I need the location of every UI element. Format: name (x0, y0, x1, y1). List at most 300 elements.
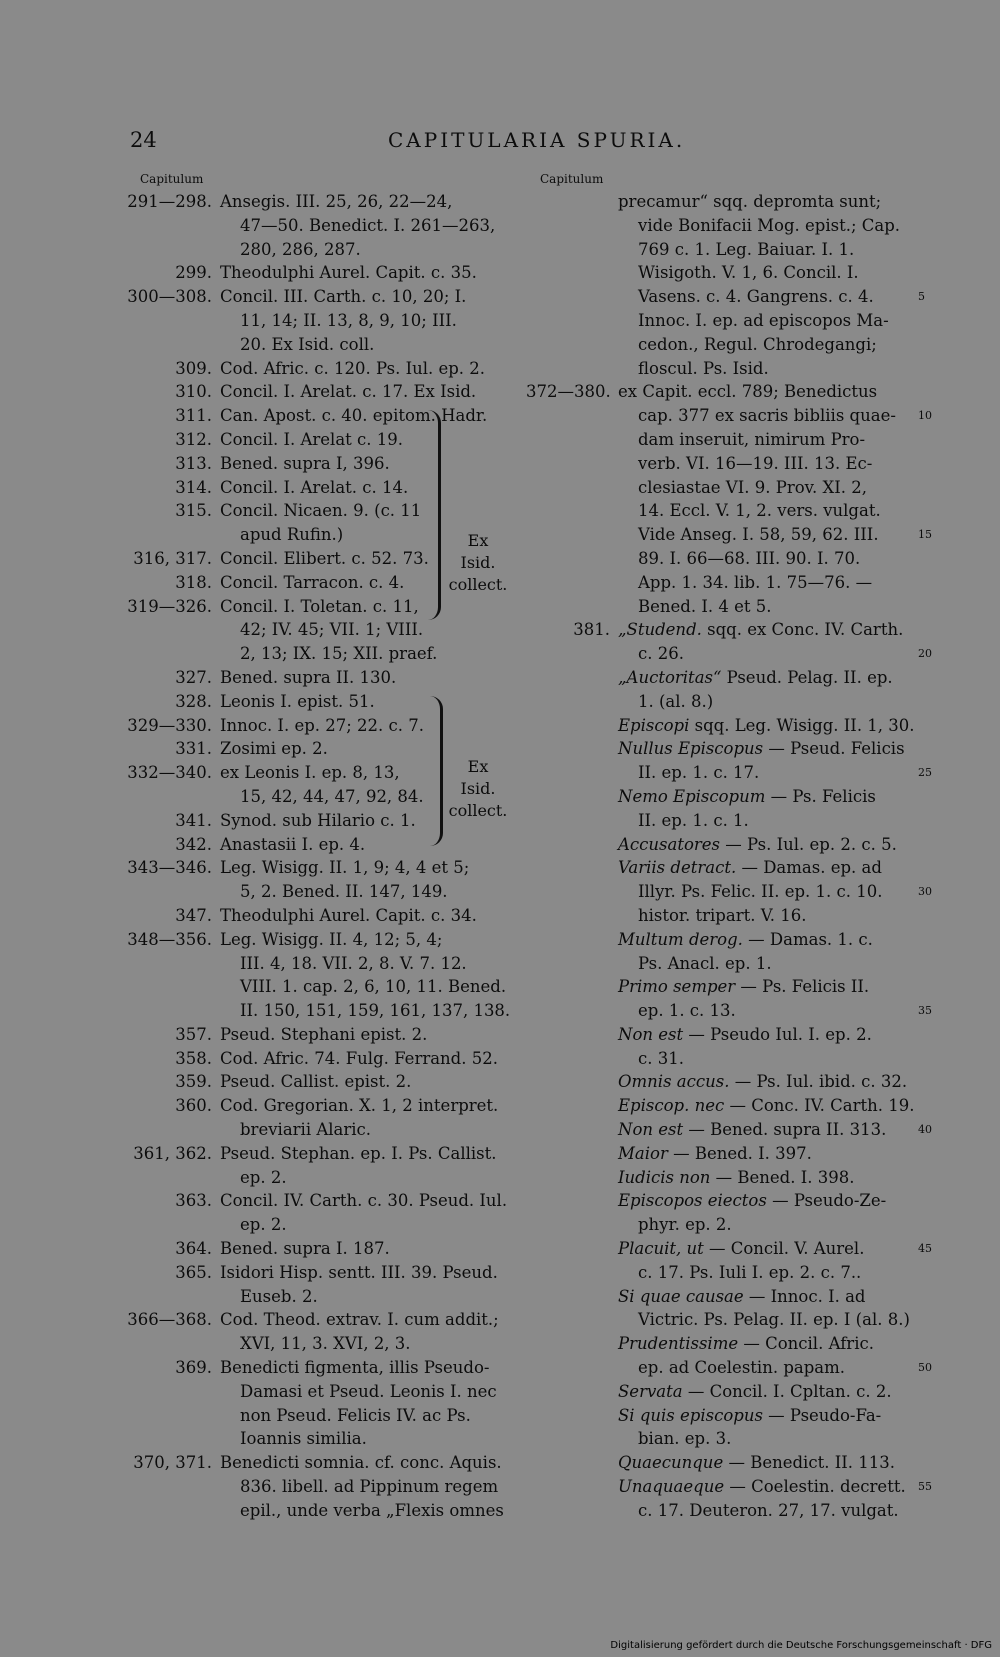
entry-line: ep. ad Coelestin. papam. (638, 1358, 846, 1378)
entry-line: Multum derog. — Damas. 1. c. (618, 929, 873, 949)
entry-line: Ansegis. III. 25, 26, 22—24, (220, 192, 453, 211)
margin-line-number (918, 190, 932, 214)
entry-text (618, 1166, 918, 1190)
margin-line-number (918, 1094, 932, 1118)
entry-line: Placuit, ut — Concil. V. Aurel. (618, 1239, 865, 1259)
entry-text (618, 1475, 918, 1523)
entry-number: 312. (175, 429, 212, 449)
entry-number: 332—340. (127, 763, 212, 783)
entry (0, 928, 520, 1023)
entry-line: Maior — Bened. I. 397. (618, 1143, 812, 1163)
margin-line-number: 5 (918, 290, 925, 304)
entry-line: Benedicti somnia. cf. conc. Aquis. (220, 1453, 502, 1473)
entry-line: 836. libell. ad Pippinum regem (240, 1477, 499, 1497)
entry-line: „Studend. sqq. ex Conc. IV. Carth. (618, 620, 904, 640)
entry-line: II. 150, 151, 159, 161, 137, 138. (240, 1001, 511, 1021)
entry-line: Vide Anseg. I. 58, 59, 62. III. (638, 525, 879, 545)
margin-line-number (918, 952, 932, 976)
entry-text (618, 1118, 918, 1142)
entry (0, 285, 520, 356)
entry (0, 1023, 520, 1047)
entry-number: 316, 317. (133, 548, 212, 568)
entry (0, 595, 520, 666)
entry-line: Innoc. I. ep. 27; 22. c. 7. (220, 715, 425, 735)
entry-number: 358. (175, 1048, 212, 1068)
margin-line-number (918, 833, 932, 857)
entry-line: cedon., Regul. Chrodegangi; (638, 334, 877, 354)
entry-number (526, 833, 618, 857)
entry-line: Non est — Pseudo Iul. I. ep. 2. (618, 1024, 872, 1044)
entry-text (618, 1237, 918, 1285)
margin-line-number: 20 (918, 647, 932, 661)
entry (0, 357, 520, 381)
entry-line: Leg. Wisigg. II. 4, 12; 5, 4; (220, 929, 443, 949)
entry-line: Non est — Bened. supra II. 313. (618, 1120, 887, 1140)
brace-label-line: Isid. (460, 779, 496, 798)
entry (0, 856, 520, 904)
entry-line: Innoc. I. ep. ad episcopos Ma- (638, 310, 889, 330)
entry-line: Concil. III. Carth. c. 10, 20; I. (220, 287, 467, 307)
entry-line: Cod. Afric. c. 120. Ps. Iul. ep. 2. (220, 358, 486, 378)
entry-line: c. 31. (638, 1048, 684, 1068)
entry-line: Pseud. Stephan. ep. I. Ps. Callist. (220, 1143, 497, 1163)
entry-number (526, 1237, 618, 1285)
entry-line: ep. 1. c. 13. (638, 1001, 736, 1021)
entry-text (618, 618, 918, 666)
entry-number: 331. (175, 739, 212, 759)
entry-line: 47—50. Benedict. I. 261—263, (240, 215, 496, 235)
entry-text (220, 904, 520, 928)
entry-line: Concil. Tarracon. c. 4. (220, 572, 405, 592)
entry-line: Iudicis non — Bened. I. 398. (618, 1167, 855, 1187)
entry-text (220, 428, 520, 452)
entry-number: 361, 362. (133, 1143, 212, 1163)
entry (0, 666, 520, 690)
entry-text (618, 1404, 918, 1452)
entry-number: 319—326. (127, 596, 212, 616)
entry-number (526, 1475, 618, 1523)
entry-line: Pseud. Stephani epist. 2. (220, 1024, 428, 1044)
entry-text (618, 1070, 918, 1094)
entry-number (526, 1285, 618, 1333)
entry-line: 5, 2. Bened. II. 147, 149. (240, 882, 448, 902)
entry-number (526, 190, 618, 380)
entry-text (220, 1023, 520, 1047)
entry-line: dam inseruit, nimirum Pro- (638, 429, 866, 449)
entry-text (220, 1451, 520, 1522)
entry-line: 89. I. 66—68. III. 90. I. 70. (638, 548, 861, 568)
margin-line-number (918, 809, 932, 833)
entry-line: Bened. I. 4 et 5. (638, 596, 772, 616)
entry-line: non Pseud. Felicis IV. ac Ps. (240, 1405, 471, 1425)
margin-line-number (918, 1332, 932, 1356)
entry-line: Synod. sub Hilario c. 1. (220, 810, 416, 830)
column-label-left: Capitulum (140, 172, 204, 186)
entry-line: Episcopi sqq. Leg. Wisigg. II. 1, 30. (618, 715, 915, 735)
margin-line-number (918, 1451, 932, 1475)
entry-line: Concil. I. Arelat. c. 14. (220, 477, 409, 497)
entry-number (526, 1094, 618, 1118)
entry-line: Servata — Concil. I. Cpltan. c. 2. (618, 1381, 892, 1401)
entry-line: Nullus Episcopus — Pseud. Felicis (618, 739, 905, 759)
entry-line: Leonis I. epist. 51. (220, 691, 375, 711)
margin-line-number (918, 333, 932, 357)
entry (0, 380, 520, 404)
entry-line: Wisigoth. V. 1, 6. Concil. I. (638, 263, 859, 283)
margin-line-number (918, 499, 932, 523)
margin-line-number (918, 737, 932, 761)
entry-line: Cod. Gregorian. X. 1, 2 interpret. (220, 1096, 499, 1116)
entry (0, 1261, 520, 1309)
entry-line: Illyr. Ps. Felic. II. ep. 1. c. 10. (638, 882, 883, 902)
entry-line: Cod. Theod. extrav. I. cum addit.; (220, 1310, 499, 1330)
entry-line: Bened. supra II. 130. (220, 667, 397, 687)
entry-line: Concil. I. Toletan. c. 11, (220, 596, 419, 616)
margin-line-number (918, 476, 932, 500)
entry-text (220, 856, 520, 904)
entry (0, 1047, 520, 1071)
margin-line-number (918, 547, 932, 571)
entry-number: 366—368. (127, 1310, 212, 1330)
margin-line-number: 50 (918, 1361, 932, 1375)
entry-line: cap. 377 ex sacris bibliis quae- (638, 406, 896, 426)
entry-text (220, 1070, 520, 1094)
left-column (0, 190, 520, 1523)
entry-line: verb. VI. 16—19. III. 13. Ec- (638, 453, 873, 473)
entry-text (220, 190, 520, 261)
brace-2-label (440, 756, 516, 822)
entry-number: 328. (175, 691, 212, 711)
margin-line-number: 55 (918, 1480, 932, 1494)
entry-line: 2, 13; IX. 15; XII. praef. (240, 644, 438, 664)
column-label-right: Capitulum (540, 172, 604, 186)
entry-line: Anastasii I. ep. 4. (220, 834, 366, 854)
entry-number (526, 1023, 618, 1071)
entry-line: precamur“ sqq. depromta sunt; (618, 192, 882, 211)
margin-line-numbers (918, 190, 932, 1499)
margin-line-number (918, 666, 932, 690)
entry (0, 1094, 520, 1142)
entry-line: 20. Ex Isid. coll. (240, 334, 375, 354)
margin-line-number: 45 (918, 1242, 932, 1256)
entry-line: Ps. Anacl. ep. 1. (638, 953, 772, 973)
entry-number: 341. (175, 810, 212, 830)
entry-line: Bened. supra I, 396. (220, 453, 390, 473)
entry-line: 14. Eccl. V. 1, 2. vers. vulgat. (638, 501, 881, 521)
entry-text (618, 1094, 918, 1118)
entry-text (220, 285, 520, 356)
entry-line: Victric. Ps. Pelag. II. ep. I (al. 8.) (638, 1310, 910, 1330)
entry-number: 310. (175, 382, 212, 402)
entry-line: VIII. 1. cap. 2, 6, 10, 11. Bened. (240, 977, 507, 997)
entry-text (618, 1380, 918, 1404)
entry-text (220, 404, 520, 428)
entry (0, 190, 520, 261)
entry-line: Primo semper — Ps. Felicis II. (618, 977, 870, 997)
brace-label-line: collect. (448, 801, 508, 820)
entry-number: 299. (175, 263, 212, 283)
entry-line: Concil. IV. Carth. c. 30. Pseud. Iul. (220, 1191, 508, 1211)
entry-number (526, 1142, 618, 1166)
entry (0, 1189, 520, 1237)
margin-line-number (918, 975, 932, 999)
brace-label-line: Ex (467, 757, 489, 776)
margin-line-number (918, 261, 932, 285)
entry-line: Vasens. c. 4. Gangrens. c. 4. (638, 287, 874, 307)
entry-text (618, 975, 918, 1023)
brace-1-label (440, 530, 516, 596)
entry-text (618, 737, 918, 785)
entry-number (526, 1404, 618, 1452)
entry-text (618, 1189, 918, 1237)
entry-text (618, 785, 918, 833)
entry-number: 314. (175, 477, 212, 497)
entry-line: II. ep. 1. c. 1. (638, 810, 749, 830)
entry-number (526, 666, 618, 714)
entry-text (618, 1451, 918, 1475)
entry-number: 347. (175, 905, 212, 925)
margin-line-number: 40 (918, 1123, 932, 1137)
entry-line: Accusatores — Ps. Iul. ep. 2. c. 5. (618, 834, 897, 854)
running-head: CAPITULARIA SPURIA. (388, 128, 686, 152)
entry (0, 1070, 520, 1094)
entry-number: 318. (175, 572, 212, 592)
entry-line: Variis detract. — Damas. ep. ad (618, 858, 882, 878)
entry-line: Episcopos eiectos — Pseudo-Ze- (618, 1191, 887, 1211)
entry-number (526, 785, 618, 833)
entry-text (220, 1094, 520, 1142)
entry-line: 1. (al. 8.) (638, 691, 714, 711)
entry-text (618, 1023, 918, 1071)
entry (0, 1308, 520, 1356)
entry-line: Unaquaeque — Coelestin. decrett. (618, 1477, 906, 1497)
margin-line-number (918, 238, 932, 262)
entry (0, 1451, 520, 1522)
margin-line-number (918, 1261, 932, 1285)
entry-number: 363. (175, 1191, 212, 1211)
entry-line: Si quis episcopus — Pseudo-Fa- (618, 1405, 882, 1425)
margin-line-number: 10 (918, 409, 932, 423)
entry-number: 369. (175, 1358, 212, 1378)
page-number: 24 (130, 128, 157, 152)
entry-number: 370, 371. (133, 1453, 212, 1473)
entry-line: Benedicti figmenta, illis Pseudo- (220, 1358, 490, 1378)
entry-number: 311. (175, 406, 212, 426)
entry-number: 309. (175, 358, 212, 378)
entry-number (526, 1118, 618, 1142)
entry-line: ep. 2. (240, 1167, 287, 1187)
entry-line: epil., unde verba „Flexis omnes (240, 1500, 504, 1520)
entry-line: 769 c. 1. Leg. Baiuar. I. 1. (638, 239, 855, 259)
entry-line: II. ep. 1. c. 17. (638, 763, 760, 783)
entry-line: 42; IV. 45; VII. 1; VIII. (240, 620, 424, 640)
margin-line-number (918, 571, 932, 595)
entry-number (526, 856, 618, 927)
entry-number (526, 714, 618, 738)
entry-text (618, 380, 918, 618)
entry-number: 381. (573, 620, 610, 640)
margin-line-number (918, 1189, 932, 1213)
entry-text (220, 595, 520, 666)
entry-line: Pseud. Callist. epist. 2. (220, 1072, 412, 1092)
entry-number (526, 1189, 618, 1237)
entry-number: 359. (175, 1072, 212, 1092)
brace-label-line: collect. (448, 575, 508, 594)
entry-text (618, 856, 918, 927)
margin-line-number (918, 1023, 932, 1047)
footer-credit: Digitalisierung gefördert durch die Deutsche Forschungsgemeinschaft · DFG (610, 1640, 992, 1651)
entry-line: Damasi et Pseud. Leonis I. nec (240, 1381, 497, 1401)
entry-line: Concil. Elibert. c. 52. 73. (220, 548, 429, 568)
entry (0, 904, 520, 928)
entry-number: 343—346. (127, 858, 212, 878)
entry-text (618, 1142, 918, 1166)
entry-number: 360. (175, 1096, 212, 1116)
entry-line: Zosimi ep. 2. (220, 739, 328, 759)
entry-number (526, 1166, 618, 1190)
entry-text (220, 1237, 520, 1261)
entry-line: Euseb. 2. (240, 1286, 318, 1306)
entry-line: Theodulphi Aurel. Capit. c. 34. (220, 905, 477, 925)
margin-line-number (918, 1404, 932, 1428)
entry-number (526, 1380, 618, 1404)
entry-number: 348—356. (127, 929, 212, 949)
entry-text (220, 476, 520, 500)
entry-text (618, 666, 918, 714)
entry-line: phyr. ep. 2. (638, 1215, 732, 1235)
entry-line: 15, 42, 44, 47, 92, 84. (240, 786, 424, 806)
entry-line: Concil. Nicaen. 9. (c. 11 (220, 501, 422, 521)
entry-text (220, 452, 520, 476)
entry-line: 11, 14; II. 13, 8, 9, 10; III. (240, 310, 457, 330)
entry-line: Nemo Episcopum — Ps. Felicis (618, 786, 876, 806)
margin-line-number (918, 785, 932, 809)
entry (0, 404, 520, 428)
entry-line: apud Rufin.) (240, 525, 344, 545)
entry-line: Concil. I. Arelat. c. 17. Ex Isid. (220, 382, 477, 402)
entry (0, 1356, 520, 1451)
entry-line: Can. Apost. c. 40. epitom. Hadr. (220, 406, 488, 426)
margin-line-number: 35 (918, 1004, 932, 1018)
margin-line-number (918, 904, 932, 928)
margin-line-number (918, 690, 932, 714)
entry-line: c. 26. (638, 644, 684, 664)
entry-text (220, 261, 520, 285)
margin-line-number (918, 1142, 932, 1166)
entry-line: bian. ep. 3. (638, 1429, 732, 1449)
entry-number: 372—380. (526, 382, 611, 402)
entry-number (526, 1332, 618, 1380)
entry-text (220, 690, 520, 714)
entry-line: ep. 2. (240, 1215, 287, 1235)
entry-number (526, 1070, 618, 1094)
entry-number: 300—308. (127, 287, 212, 307)
entry-text (220, 1261, 520, 1309)
margin-line-number (918, 380, 932, 404)
margin-line-number: 30 (918, 885, 932, 899)
margin-line-number (918, 928, 932, 952)
entry-number: 315. (175, 501, 212, 521)
entry (0, 428, 520, 452)
brace-label-line: Ex (467, 531, 489, 550)
entry-text (220, 1189, 520, 1237)
margin-line-number (918, 214, 932, 238)
entry-line: c. 17. Ps. Iuli I. ep. 2. c. 7.. (638, 1262, 862, 1282)
entry (0, 261, 520, 285)
entry-number: 291—298. (127, 192, 212, 211)
margin-line-number (918, 1166, 932, 1190)
entry-line: ex Capit. eccl. 789; Benedictus (618, 382, 878, 402)
entry-line: Omnis accus. — Ps. Iul. ibid. c. 32. (618, 1072, 908, 1092)
margin-line-number (918, 1427, 932, 1451)
margin-line-number (918, 1308, 932, 1332)
entry-line: vide Bonifacii Mog. epist.; Cap. (638, 215, 901, 235)
margin-line-number (918, 1213, 932, 1237)
entry-number: 365. (175, 1262, 212, 1282)
entry-number: 313. (175, 453, 212, 473)
margin-line-number (918, 1380, 932, 1404)
entry-number (526, 737, 618, 785)
entry-line: „Auctoritas“ Pseud. Pelag. II. ep. (618, 667, 893, 687)
entry (0, 1142, 520, 1190)
entry-line: breviarii Alaric. (240, 1120, 372, 1140)
margin-line-number (918, 1070, 932, 1094)
entry-line: c. 17. Deuteron. 27, 17. vulgat. (638, 1500, 899, 1520)
entry-text (220, 1142, 520, 1190)
entry-text (618, 190, 918, 380)
margin-line-number (918, 309, 932, 333)
entry-line: Theodulphi Aurel. Capit. c. 35. (220, 263, 477, 283)
entry-line: Leg. Wisigg. II. 1, 9; 4, 4 et 5; (220, 858, 470, 878)
entry-line: 280, 286, 287. (240, 239, 361, 259)
entry-line: Concil. I. Arelat c. 19. (220, 429, 404, 449)
entry-number: 342. (175, 834, 212, 854)
margin-line-number: 25 (918, 766, 932, 780)
entry-number: 357. (175, 1024, 212, 1044)
entry-line: Isidori Hisp. sentt. III. 39. Pseud. (220, 1262, 498, 1282)
entry (0, 476, 520, 500)
entry-line: Episcop. nec — Conc. IV. Carth. 19. (618, 1096, 915, 1116)
entry-text (220, 666, 520, 690)
entry-number: 329—330. (127, 715, 212, 735)
entry-text (220, 1356, 520, 1451)
entry-number (526, 1451, 618, 1475)
margin-line-number: 15 (918, 528, 932, 542)
margin-line-number (918, 357, 932, 381)
entry-number (526, 975, 618, 1023)
entry-text (220, 357, 520, 381)
margin-line-number (918, 618, 932, 642)
entry-line: Si quae causae — Innoc. I. ad (618, 1286, 866, 1306)
brace-label-line: Isid. (460, 553, 496, 572)
entry-line: III. 4, 18. VII. 2, 8. V. 7. 12. (240, 953, 467, 973)
entry (0, 1237, 520, 1261)
entry-line: Bened. supra I. 187. (220, 1239, 390, 1259)
entry-text (220, 1047, 520, 1071)
entry-line: App. 1. 34. lib. 1. 75—76. — (638, 572, 873, 592)
entry-number: 327. (175, 667, 212, 687)
entry-line: Prudentissime — Concil. Afric. (618, 1334, 874, 1354)
margin-line-number (918, 428, 932, 452)
margin-line-number (918, 856, 932, 880)
entry-line: clesiastae VI. 9. Prov. XI. 2, (638, 477, 867, 497)
entry-text (220, 833, 520, 857)
entry-line: histor. tripart. V. 16. (638, 905, 807, 925)
entry-line: Ioannis similia. (240, 1429, 367, 1449)
entry-line: ex Leonis I. ep. 8, 13, (220, 763, 400, 783)
margin-line-number (918, 1285, 932, 1309)
entry-text (220, 1308, 520, 1356)
